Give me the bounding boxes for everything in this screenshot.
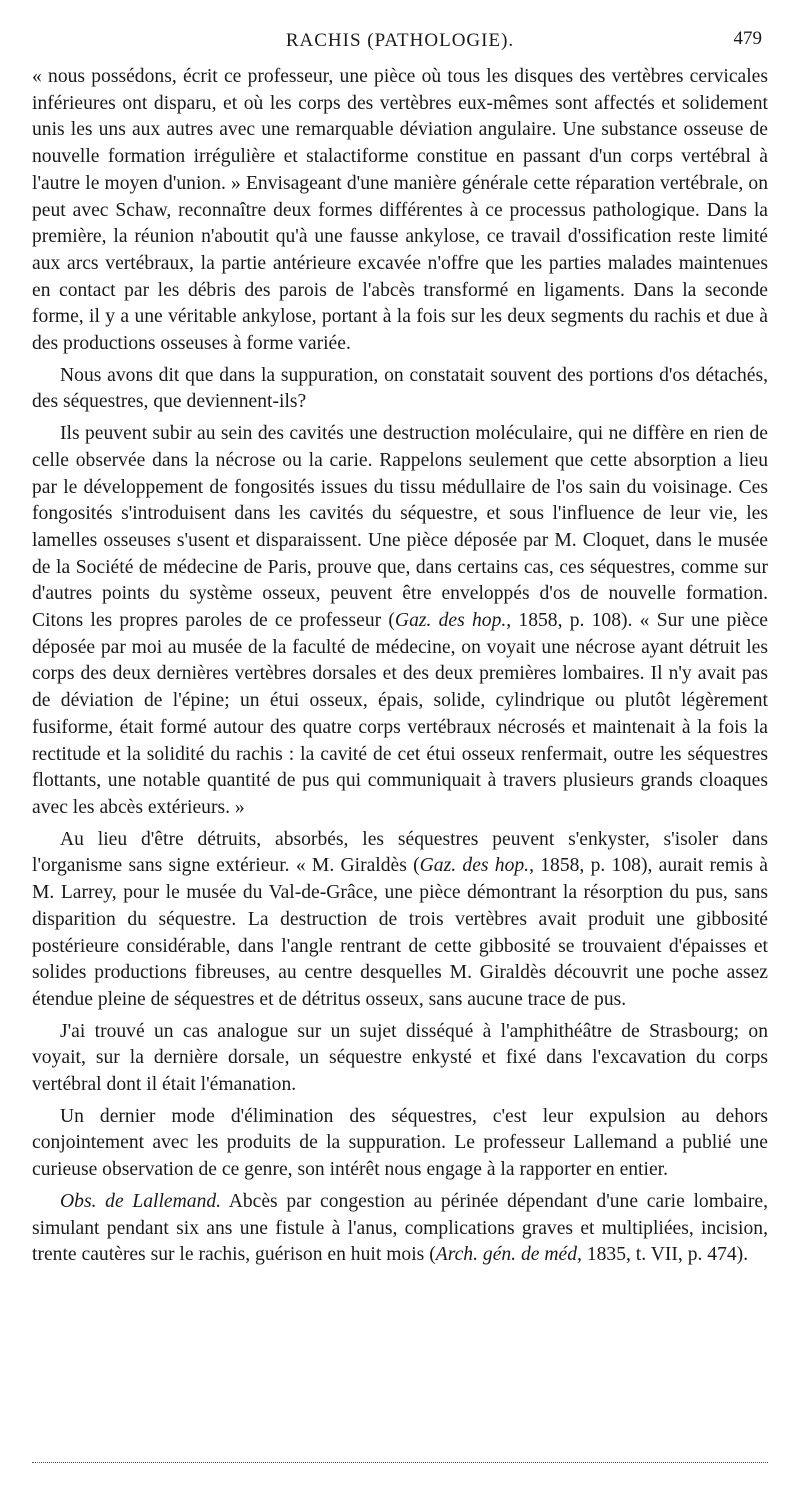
text-segment: 1835, t. VII, p. 474). — [581, 1244, 749, 1266]
italic-citation: Gaz. des hop. — [419, 855, 530, 877]
text-segment: Ils peuvent subir au sein des cavités une destruction moléculaire, qui ne diffère en rien de celle observée dans la nécrose ou la carie. Rappelons seulement que cette absorption a lieu par le développement de fongosités issues du tissu médullaire de l'os sain du voisinage. Ces fongosités s'introduisent dans les cavités du séquestre, et sous l'influence de leur vie, les lamelles osseuses s'usent et disparaissent. Une pièce déposée par M. Cloquet, dans le musée de la Société de médecine de Paris, prouve que, dans certains cas, ces séquestres, comme sur d'autres points du système osseux, peuvent être enveloppés d'os de nouvelle formation. Citons les propres paroles de ce professeur ( — [32, 423, 768, 632]
paragraph-3 — [32, 421, 768, 822]
italic-citation: Gaz. des hop. — [394, 610, 507, 632]
page-number: 479 — [733, 28, 762, 49]
text-segment: , 1858, p. 108), aurait remis à M. Larrey, pour le musée du Val-de-Grâce, une pièce démontrant la résorption du pus, sans disparition du séquestre. La destruction de trois vertèbres avait produit une gibbosité postérieure considérable, dans l'angle rentrant de cette gibbosité se trouvaient d'épaisses et solides productions fibreuses, au centre desquelles M. Giraldès découvrit une poche assez étendue pleine de séquestres et de détritus osseux, sans aucune trace de pus. — [32, 855, 768, 1010]
text-segment: Nous avons dit que dans la suppuration, on constatait souvent des portions d'os détachés, des séquestres, que deviennent-ils? — [32, 364, 768, 413]
italic-citation: Obs. de Lallemand. — [60, 1190, 222, 1212]
footer-rule — [32, 1462, 768, 1463]
text-segment: Abcès par congestion au périnée dépendant d'une carie lombaire, simulant pendant six ans une fistule à l'anus, complications graves et multipliées, incision, trente cautères sur le rachis, guérison en huit mois ( — [32, 1190, 768, 1266]
text-segment: , 1858, p. 108). « Sur une pièce déposée par moi au musée de la faculté de médecine, on voyait une nécrose ayant détruit les corps des deux dernières vertèbres dorsales et des deux premières lombaires. Il n'y avait pas de déviation de l'épine; un étui osseux, épais, solide, cylindrique ou plutôt légèrement fusiforme, était formé autour des quatre corps vertébraux nécrosés et maintenait à la fois la rectitude et la solidité du rachis : la cavité de cet étui osseux renfermait, outre les séquestres flottants, une notable quantité de pus qui communiquait à travers plusieurs grands cloaques avec les abcès extérieurs. » — [32, 610, 769, 818]
paragraph-7 — [32, 1189, 768, 1269]
text-segment: Un dernier mode d'élimination des séquestres, c'est leur expulsion au dehors conjointement avec les produits de la suppuration. Le professeur Lallemand a publié une curieuse observation de ce genre, son intérêt nous engage à la rapporter en entier. — [32, 1105, 768, 1181]
text-segment: Au lieu d'être détruits, absorbés, les séquestres peuvent s'enkyster, s'isoler dans l'organisme sans signe extérieur. « M. Giraldès ( — [32, 828, 768, 877]
paragraph-4 — [32, 827, 768, 1014]
paragraph-5 — [32, 1019, 768, 1099]
paragraph-6 — [32, 1104, 768, 1184]
document-page — [32, 22, 768, 1274]
text-segment: « nous possédons, écrit ce professeur, une pièce où tous les disques des vertèbres cervicales inférieures ont disparu, et où les corps des vertèbres eux-mêmes sont affectés et solidement unis les uns aux autres avec une remarquable déviation angulaire. Une substance osseuse de nouvelle formation irrégulière et stalactiforme constitue en passant d'un corps vertébral à l'autre le moyen d'union. » Envisageant d'une manière générale cette réparation vertébrale, on peut avec Schaw, reconnaître deux formes différentes à ce processus pathologique. Dans la première, la réunion n'aboutit qu'à une fausse ankylose, ce travail d'ossification reste limité aux arcs vertébraux, la partie antérieure excavée n'offre que les parties malades maintenues en contact par les débris des parois de l'abcès transformé en ligaments. Dans la seconde forme, il y a une véritable ankylose, portant à la fois sur les deux segments du rachis et due à des productions osseuses à forme variée. — [32, 66, 768, 355]
italic-citation: Arch. gén. de méd, — [435, 1244, 582, 1266]
body-text — [32, 64, 768, 1269]
running-title: RACHIS (PATHOLOGIE). — [285, 30, 515, 51]
running-head — [32, 22, 768, 56]
text-segment: J'ai trouvé un cas analogue sur un sujet disséqué à l'amphithéâtre de Strasbourg; on voyait, sur la dernière dorsale, un séquestre enkysté et fixé dans l'excavation du corps vertébral dont il était l'émanation. — [32, 1020, 768, 1096]
paragraph-2 — [32, 363, 768, 416]
paragraph-1 — [32, 64, 768, 358]
